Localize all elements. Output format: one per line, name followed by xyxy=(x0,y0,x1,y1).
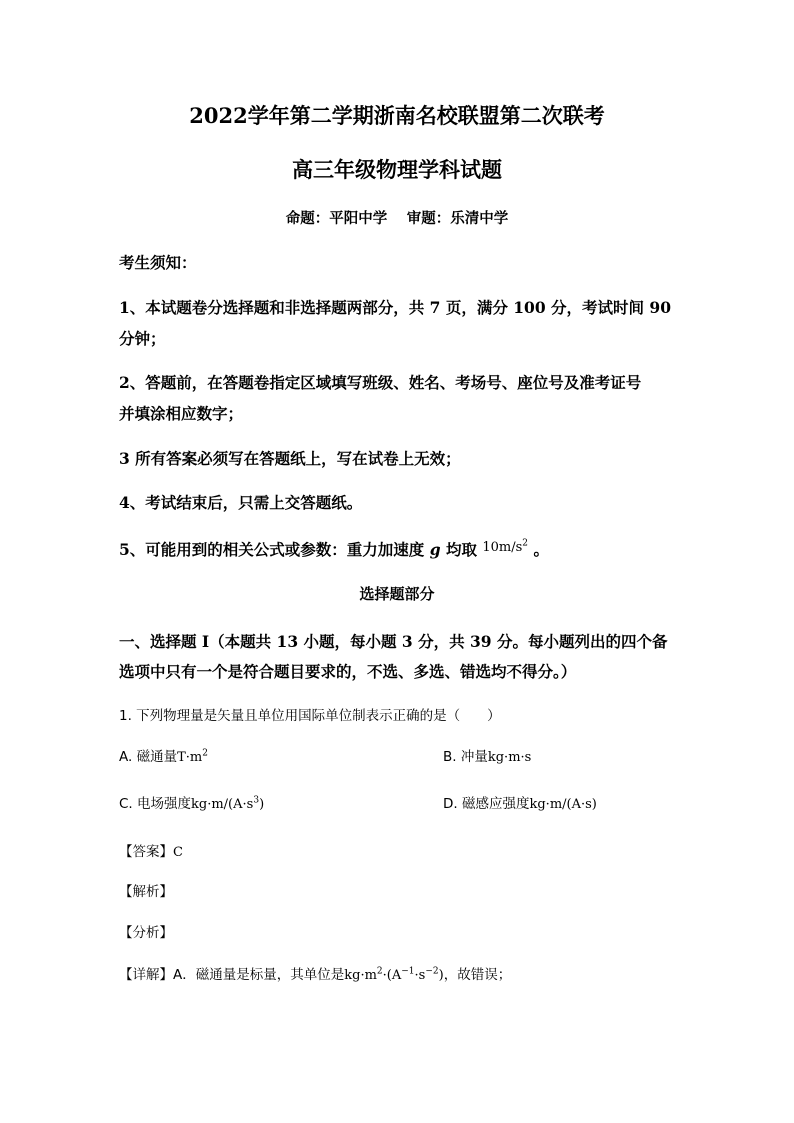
option-d: D. 磁感应强度kg·m/(A·s) xyxy=(443,796,597,812)
option-c-unit: $kg\cdot m/(A\cdot s^3)$ xyxy=(191,795,265,812)
notice-item-5-prefix: 5、可能用到的相关公式或参数：重力加速度 xyxy=(119,540,425,559)
section-title: 选择题部分 xyxy=(359,585,435,603)
option-d-unit: kg·m/(A·s) xyxy=(529,797,597,812)
gravity-symbol: g xyxy=(429,540,441,559)
notice-heading: 考生须知： xyxy=(119,253,197,272)
notice-item-1-line-2: 分钟； xyxy=(119,329,166,348)
exam-subtitle: 高三年级物理学科试题 xyxy=(292,157,502,182)
notice-item-5-mid: 均取 xyxy=(445,540,477,559)
exam-authors: 命题：平阳中学 审题：乐清中学 xyxy=(285,210,509,227)
exam-title: 2022学年第二学期浙南名校联盟第二次联考 xyxy=(189,103,605,128)
answer-tag: 【答案】 xyxy=(119,844,173,860)
notice-item-2-line-2: 并填涂相应数字； xyxy=(119,404,244,423)
analysis-tag: 【解析】 xyxy=(119,884,173,900)
notice-item-5-end: 。 xyxy=(533,540,549,559)
detail-text: A．磁通量是标量，其单位是 xyxy=(173,967,345,983)
option-a-unit: $T\cdot m^2$ xyxy=(177,748,208,765)
notice-item-4: 4、考试结束后，只需上交答题纸。 xyxy=(119,493,363,512)
fenxi-tag: 【分析】 xyxy=(119,925,173,941)
notice-item-3: 3 所有答案必须写在答题纸上，写在试卷上无效； xyxy=(119,449,461,468)
detail-tag: 【详解】 xyxy=(119,967,173,983)
detail-end: ，故错误； xyxy=(443,967,512,983)
answer-value: C xyxy=(173,845,183,860)
option-a: A. 磁通量$T\cdot m^2$ xyxy=(119,748,208,765)
notice-item-1-line-1: 1、本试题卷分选择题和非选择题两部分，共 7 页，满分 100 分，考试时间 90 xyxy=(119,298,671,317)
option-c: C. 电场强度$kg\cdot m/(A\cdot s^3)$ xyxy=(119,795,265,812)
section-instructions-line-2: 选项中只有一个是符合题目要求的，不选、多选、错选均不得分。） xyxy=(119,662,577,681)
option-b: B. 冲量kg·m·s xyxy=(443,749,532,765)
question-1-stem: 1. 下列物理量是矢量且单位用国际单位制表示正确的是（ ） xyxy=(119,708,501,724)
option-b-unit: kg·m·s xyxy=(487,750,532,765)
section-instructions-line-1: 一、选择题 I（本题共 13 小题，每小题 3 分，共 39 分。每小题列出的四个备 xyxy=(119,632,668,651)
answer-line xyxy=(119,840,183,860)
detail-unit: $kg\cdot m^2\cdot(A^{-1}\cdot s^{-2})$ xyxy=(344,966,444,983)
detail-line xyxy=(119,963,511,983)
gravity-value: 10m/s2 xyxy=(482,538,529,555)
notice-item-5 xyxy=(119,538,549,560)
notice-item-2-line-1: 2、答题前，在答题卷指定区域填写班级、姓名、考场号、座位号及准考证号 xyxy=(119,373,642,392)
